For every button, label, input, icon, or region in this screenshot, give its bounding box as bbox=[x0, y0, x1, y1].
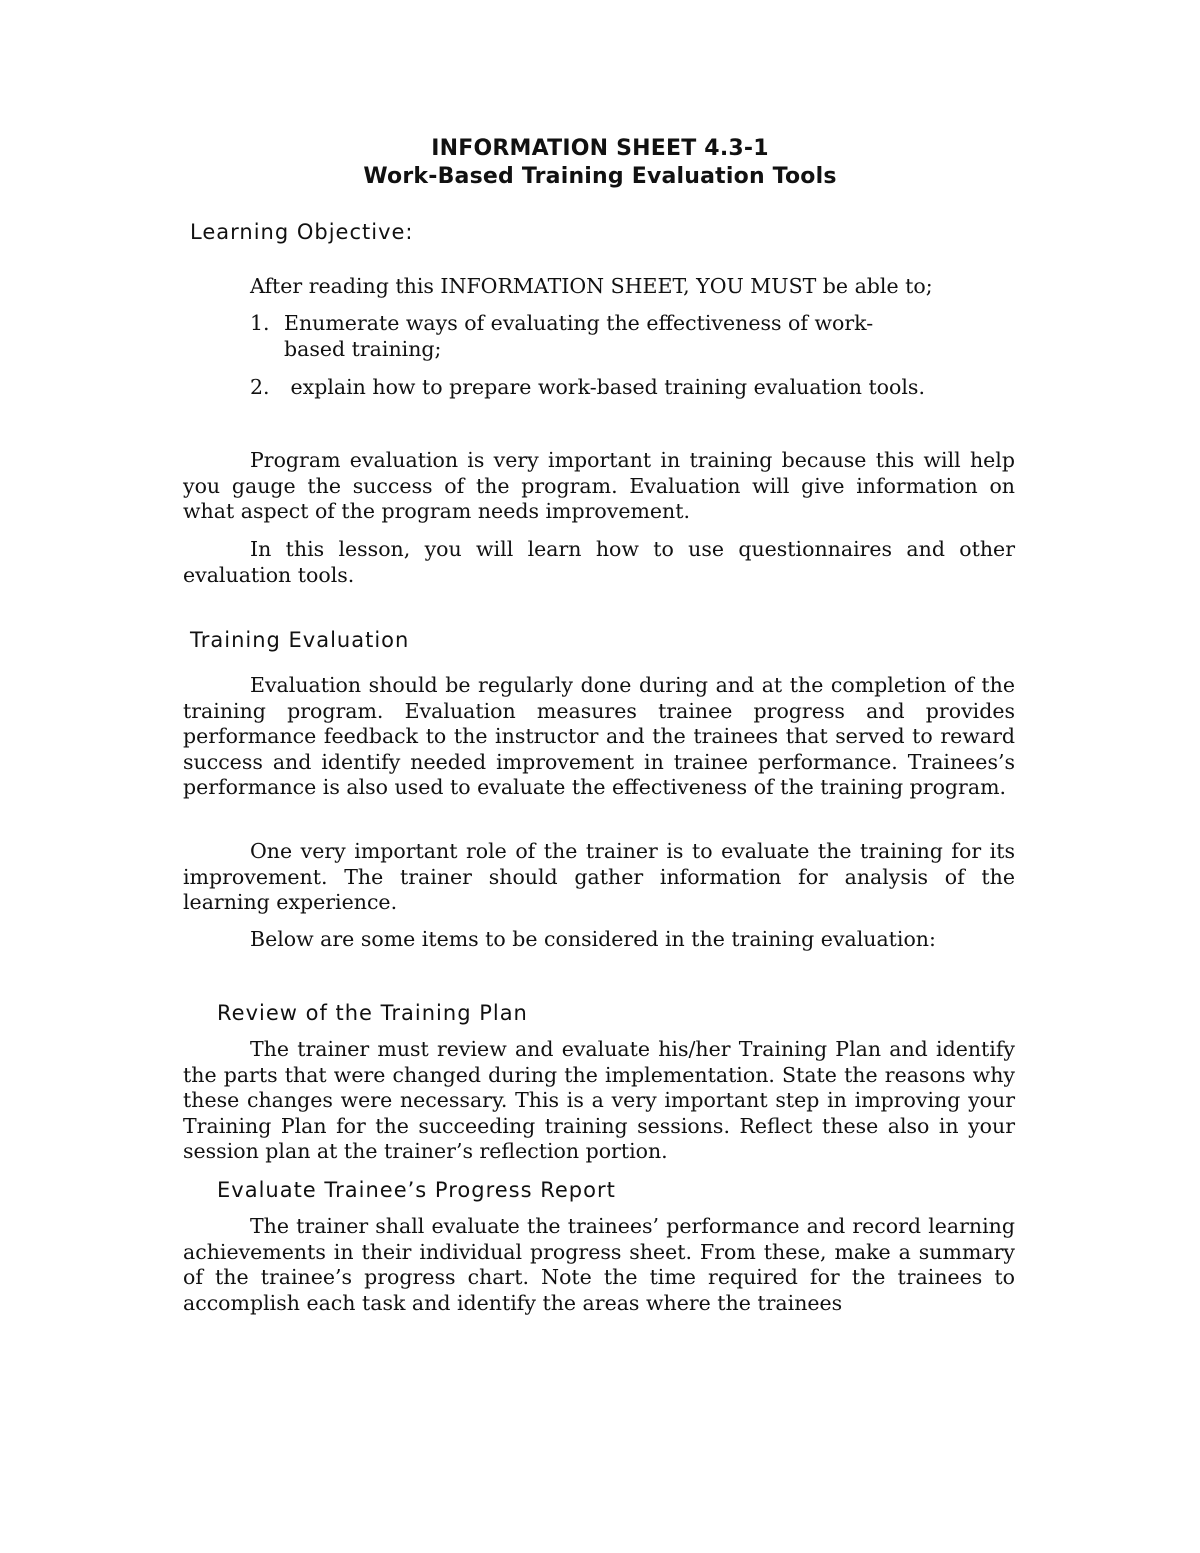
training-evaluation-heading: Training Evaluation bbox=[190, 628, 410, 652]
training-evaluation-paragraph: Below are some items to be considered in the training evaluation: bbox=[250, 927, 936, 951]
list-text: Enumerate ways of evaluating the effectiveness of work-based training; bbox=[284, 311, 874, 361]
list-number: 2. bbox=[250, 375, 270, 399]
training-evaluation-paragraph: Evaluation should be regularly done during and at the completion of the training program. Evaluation measures trainee progress and provides performance feedback to the instructor and the trainees that served to reward success and identify needed improvement in trainee performance. Trainees’s performance is also used to evaluate the effectiveness of the training program. bbox=[183, 673, 1015, 799]
objective-list-item bbox=[250, 375, 970, 401]
review-training-plan-paragraph: The trainer must review and evaluate his/her Training Plan and identify the parts that were changed during the implementation. State the reasons why these changes were necessary. This is a very important step in improving your Training Plan for the succeeding training sessions. Reflect these also in your session plan at the trainer’s reflection portion. bbox=[183, 1037, 1015, 1163]
list-number: 1. bbox=[250, 311, 270, 335]
learning-objective-heading: Learning Objective: bbox=[190, 220, 414, 244]
evaluate-progress-paragraph: The trainer shall evaluate the trainees’ performance and record learning achievements in their individual progress sheet. From these, make a summary of the trainee’s progress chart. Note the time required for the trainees to accomplish each task and identify the areas where the trainees bbox=[183, 1214, 1015, 1315]
objective-list-item bbox=[250, 311, 970, 363]
document-subtitle: Work-Based Training Evaluation Tools bbox=[363, 164, 837, 189]
list-text: explain how to prepare work-based training evaluation tools. bbox=[284, 375, 925, 399]
intro-paragraph: In this lesson, you will learn how to use questionnaires and other evaluation tools. bbox=[183, 537, 1015, 587]
objective-intro: After reading this INFORMATION SHEET, YOU MUST be able to; bbox=[250, 274, 933, 298]
training-evaluation-paragraph: One very important role of the trainer is to evaluate the training for its improvement. The trainer should gather information for analysis of the learning experience. bbox=[183, 839, 1015, 914]
intro-paragraph: Program evaluation is very important in training because this will help you gauge the success of the program. Evaluation will give information on what aspect of the program needs improvement. bbox=[183, 448, 1015, 523]
evaluate-progress-heading: Evaluate Trainee’s Progress Report bbox=[217, 1178, 616, 1202]
review-training-plan-heading: Review of the Training Plan bbox=[217, 1001, 528, 1025]
document-title: INFORMATION SHEET 4.3-1 bbox=[431, 136, 769, 161]
